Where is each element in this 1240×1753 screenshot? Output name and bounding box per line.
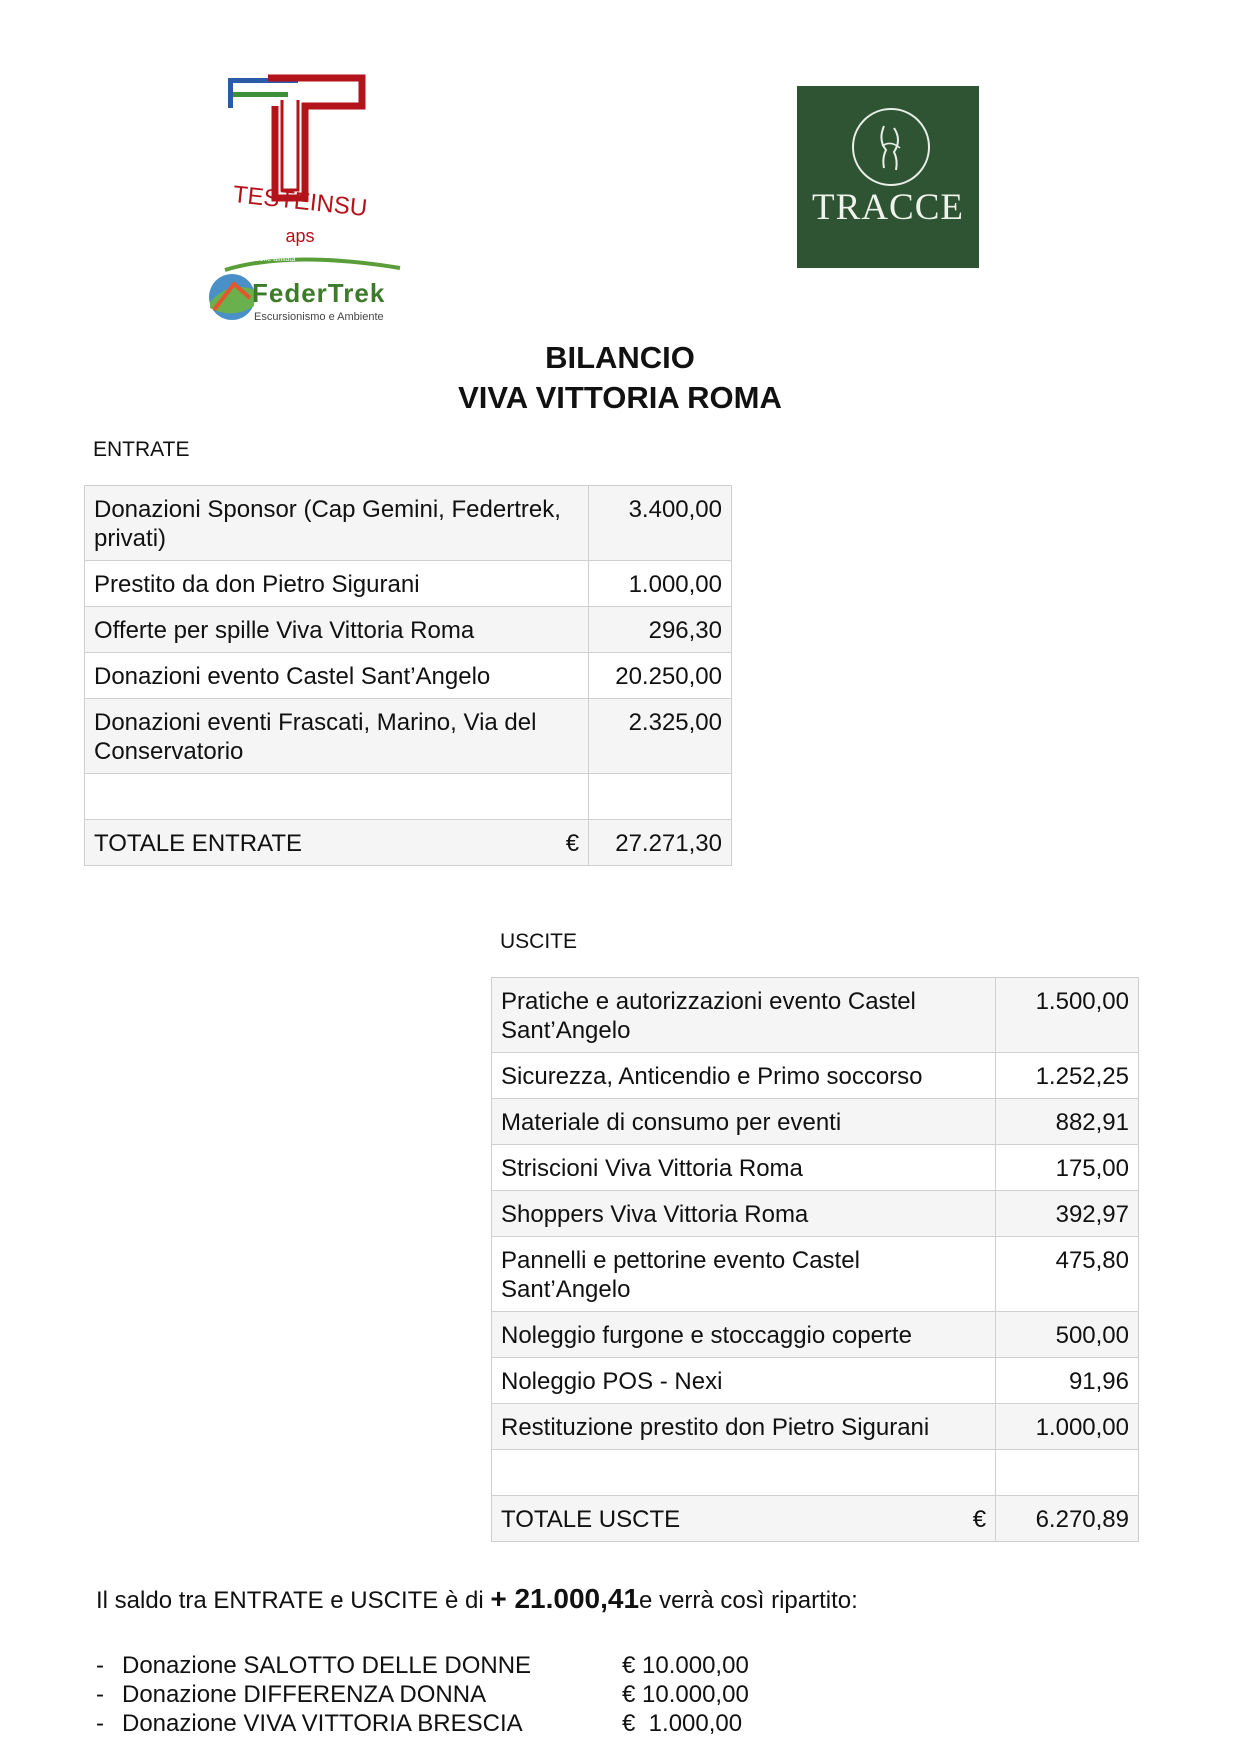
entrate-label: Donazioni Sponsor (Cap Gemini, Federtrek, privati) [85, 486, 589, 561]
entrate-amount: 3.400,00 [589, 486, 732, 561]
uscite-heading: USCITE [500, 930, 578, 953]
uscite-amount: 882,91 [996, 1099, 1139, 1145]
tracce-circle-icon [852, 108, 930, 186]
table-row [85, 607, 732, 653]
entrate-total-cell [85, 820, 589, 866]
summary-prefix: Il saldo tra ENTRATE e USCITE è di [96, 1587, 491, 1614]
entrate-amount: 296,30 [589, 607, 732, 653]
table-row [492, 1404, 1139, 1450]
uscite-label: Restituzione prestito don Pietro Sigurani [492, 1404, 996, 1450]
uscite-label: Pannelli e pettorine evento Castel Sant’Angelo [492, 1237, 996, 1312]
uscite-amount [996, 1450, 1139, 1496]
uscite-amount: 1.000,00 [996, 1404, 1139, 1450]
allocation-label: Donazione DIFFERENZA DONNA [122, 1681, 487, 1708]
allocation-amount: € 10.000,00 [622, 1652, 749, 1679]
table-row [492, 1450, 1139, 1496]
table-row [85, 653, 732, 699]
bullet-dash: - [96, 1652, 104, 1679]
entrate-table [84, 485, 732, 866]
allocation-amount: € 1.000,00 [622, 1710, 743, 1737]
summary-line [96, 1583, 858, 1615]
entrate-amount: 2.325,00 [589, 699, 732, 774]
entrate-amount: 1.000,00 [589, 561, 732, 607]
entrate-currency: € [565, 830, 580, 857]
table-row [492, 1358, 1139, 1404]
testeinsu-federtrek-logo [190, 70, 410, 350]
total-row [492, 1496, 1139, 1542]
uscite-total-cell [492, 1496, 996, 1542]
page-title-line2: VIVA VITTORIA ROMA [458, 380, 782, 415]
entrate-label [85, 774, 589, 820]
uscite-currency: € [972, 1506, 987, 1533]
entrate-heading: ENTRATE [93, 438, 190, 461]
entrate-label: Offerte per spille Viva Vittoria Roma [85, 607, 589, 653]
leaf-icon [854, 110, 928, 184]
uscite-label: Materiale di consumo per eventi [492, 1099, 996, 1145]
entrate-amount: 20.250,00 [589, 653, 732, 699]
summary-suffix: e verrà così ripartito: [639, 1587, 858, 1614]
entrate-amount [589, 774, 732, 820]
uscite-label: Striscioni Viva Vittoria Roma [492, 1145, 996, 1191]
allocation-label: Donazione SALOTTO DELLE DONNE [122, 1652, 532, 1679]
testeinsu-aps: aps [285, 226, 315, 246]
page-title-line1: BILANCIO [545, 340, 695, 375]
uscite-label: Shoppers Viva Vittoria Roma [492, 1191, 996, 1237]
table-row [492, 1099, 1139, 1145]
table-row [492, 1237, 1139, 1312]
uscite-amount: 500,00 [996, 1312, 1139, 1358]
uscite-total-label: TOTALE USCTE [501, 1506, 681, 1533]
entrate-total-amount: 27.271,30 [589, 820, 732, 866]
testeinsu-name: TESTEINSU [231, 181, 369, 222]
tracce-name: TRACCE [812, 187, 964, 228]
federtrek-tagline: Escursionismo e Ambiente [254, 311, 384, 323]
table-row [85, 561, 732, 607]
table-row [492, 1145, 1139, 1191]
uscite-label [492, 1450, 996, 1496]
federtrek-name: FederTrek [252, 278, 386, 308]
uscite-total-amount: 6.270,89 [996, 1496, 1139, 1542]
uscite-label: Noleggio POS - Nexi [492, 1358, 996, 1404]
table-row [85, 699, 732, 774]
bullet-dash: - [96, 1681, 104, 1708]
tracce-logo [797, 86, 979, 268]
uscite-amount: 175,00 [996, 1145, 1139, 1191]
table-row [492, 1053, 1139, 1099]
table-row [85, 486, 732, 561]
entrate-label: Prestito da don Pietro Sigurani [85, 561, 589, 607]
entrate-label: Donazioni evento Castel Sant’Angelo [85, 653, 589, 699]
uscite-table [491, 977, 1139, 1542]
bullet-dash: - [96, 1710, 104, 1737]
table-row [492, 1312, 1139, 1358]
uscite-label: Pratiche e autorizzazioni evento Castel Sant’Angelo [492, 978, 996, 1053]
allocation-amount: € 10.000,00 [622, 1681, 749, 1708]
table-row [492, 978, 1139, 1053]
uscite-amount: 475,80 [996, 1237, 1139, 1312]
table-row [492, 1191, 1139, 1237]
entrate-label: Donazioni eventi Frascati, Marino, Via del Conservatorio [85, 699, 589, 774]
table-row [85, 774, 732, 820]
total-row [85, 820, 732, 866]
allocation-label: Donazione VIVA VITTORIA BRESCIA [122, 1710, 523, 1737]
entrate-total-label: TOTALE ENTRATE [94, 830, 303, 857]
balance-amount: + 21.000,41 [490, 1583, 640, 1614]
uscite-amount: 392,97 [996, 1191, 1139, 1237]
uscite-amount: 91,96 [996, 1358, 1139, 1404]
uscite-label: Sicurezza, Anticendio e Primo soccorso [492, 1053, 996, 1099]
uscite-amount: 1.252,25 [996, 1053, 1139, 1099]
uscite-label: Noleggio furgone e stoccaggio coperte [492, 1312, 996, 1358]
affiliation-label: Associazione affiliata [230, 256, 296, 263]
uscite-amount: 1.500,00 [996, 978, 1139, 1053]
